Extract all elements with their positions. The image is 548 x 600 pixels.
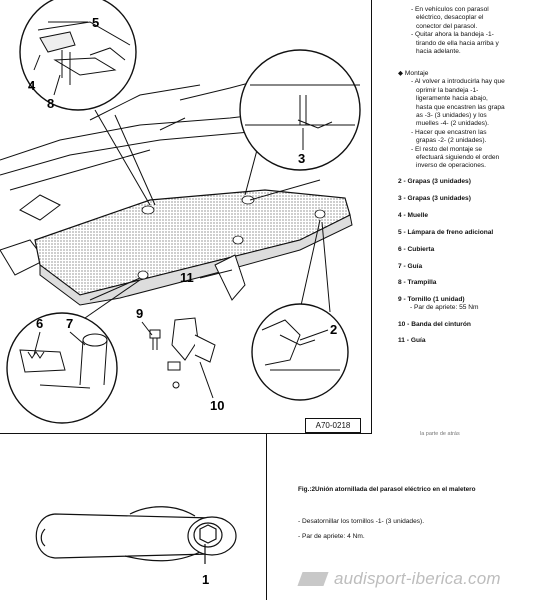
callout-2: 2 [330, 322, 338, 337]
legend-item: 8 - Trampilla [398, 279, 437, 286]
legend-item: 3 - Grapas (3 unidades) [398, 195, 471, 202]
fig2-notes: - Desatornillar los tornillos -1- (3 unidades). - Par de apriete: 4 Nm. [298, 518, 425, 541]
legend-item: 9 - Tornillo (1 unidad) [398, 296, 465, 303]
partial-text: la parte de atrás [420, 431, 460, 437]
detail-circle-guide [7, 313, 117, 423]
legend-item: 7 - Guía [398, 263, 423, 270]
callout-8: 8 [47, 96, 55, 111]
callout-4: 4 [28, 78, 36, 93]
callout-7: 7 [66, 316, 74, 331]
detail-circle-brake-lamp [20, 0, 136, 110]
callout-3: 3 [298, 151, 306, 166]
legend-item: 11 - Guía [398, 337, 426, 344]
fig2-callout-1: 1 [202, 572, 210, 587]
callout-6: 6 [36, 316, 44, 331]
callout-11: 11 [180, 270, 194, 285]
montaje-section: ◆ Montaje - Al volver a introducirla hay que oprimir la bandeja -1- ligeramente hacia abajo, hasta que encastren las grapa as -3- (3 unidades) y los muelles -4- (2 unidades). - Hacer que encastren las grapas -2- (2 unidades). - El resto del montaje se efectuará siguiendo el orden inverso de operaciones. [398, 70, 505, 170]
notes-top: - En vehículos con parasol eléctrico, desacoplar el conector del parasol. - Quitar ahora la bandeja -1- tirando de ella hacia arriba y hacia adelante. [411, 6, 499, 56]
fig2-diagram [0, 434, 266, 600]
legend-item: 6 - Cubierta [398, 246, 435, 253]
divider-vertical-bottom [266, 433, 267, 600]
figure-reference: A70-0218 [305, 418, 361, 433]
watermark-text: audisport-iberica.com [334, 569, 501, 588]
detail-circle-clip-2 [252, 304, 348, 400]
legend-item: 5 - Lámpara de freno adicional [398, 229, 494, 236]
fig2-caption: Fig.:2Unión atornillada del parasol eléctrico en el maletero [298, 486, 476, 493]
watermark-logo-icon [297, 572, 328, 586]
legend-item: 10 - Banda del cinturón [398, 321, 471, 328]
callout-5: 5 [92, 15, 100, 30]
diamond-bullet-icon: ◆ [398, 70, 404, 77]
callout-10: 10 [210, 398, 225, 413]
legend-item: 4 - Muelle [398, 212, 429, 219]
legend-item: 2 - Grapas (3 unidades) [398, 178, 471, 185]
parcel-shelf-diagram [0, 0, 372, 430]
legend-item-sub: - Par de apriete: 55 Nm [410, 304, 479, 311]
watermark [298, 568, 546, 592]
callout-9: 9 [136, 306, 144, 321]
montaje-title: Montaje [404, 70, 429, 77]
divider-vertical-top [371, 0, 372, 434]
